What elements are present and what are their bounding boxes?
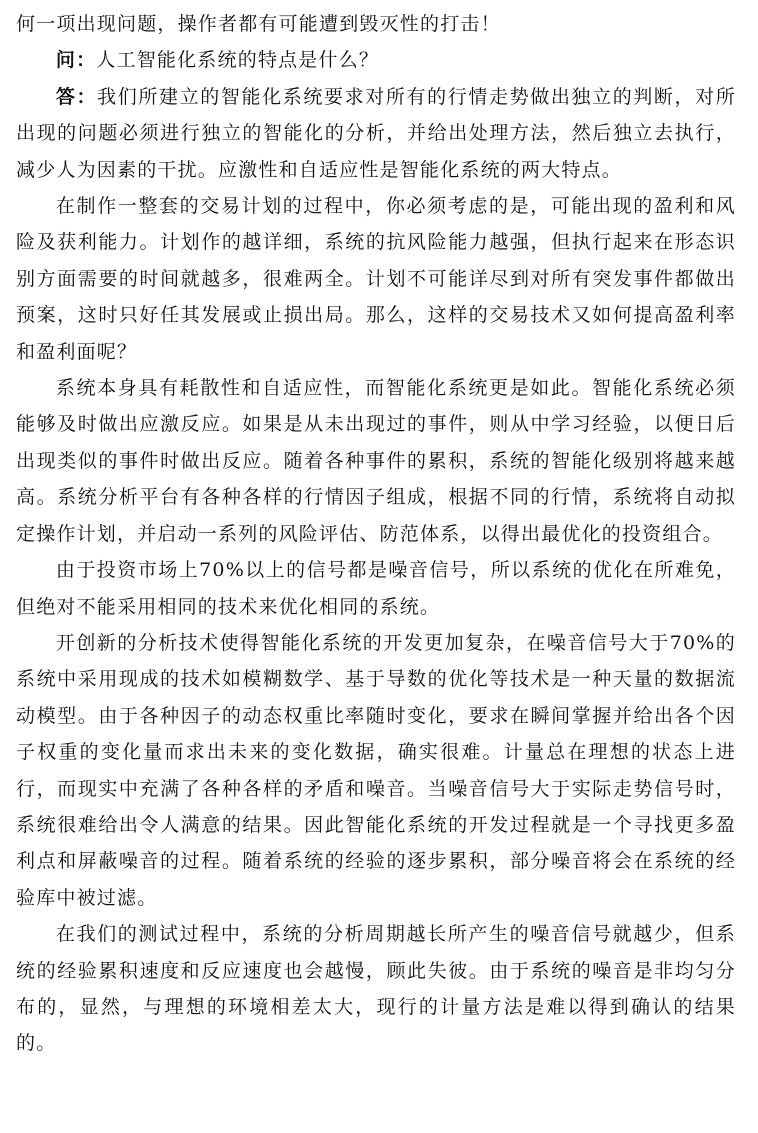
body-paragraph-system-adaptivity: 系统本身具有耗散性和自适应性，而智能化系统更是如此。智能化系统必须能够及时做出应激反应。如果是从未出现过的事件，则从中学习经验，以便日后出现类似的事件时做出反应。随着各种事件的累积，系统的智能化级别将越来越高。系统分析平台有各种各样的行情因子组成，根据不同的行情，系统将自动拟定操作计划，并启动一系列的风险评估、防范体系，以得出最优化的投资组合。 — [16, 377, 736, 545]
body-paragraph-analysis-technology: 开创新的分析技术使得智能化系统的开发更加复杂，在噪音信号大于70%的系统中采用现成的技术如模糊数学、基于导数的优化等技术是一种天量的数据流动模型。由于各种因子的动态权重比率随时变化，要求在瞬间掌握并给出各个因子权重的变化量而求出未来的变化数据，确实很难。计量总在理想的状态上进行，而现实中充满了各种各样的矛盾和噪音。当噪音信号大于实际走势信号时，系统很难给出令人满意的结果。因此智能化系统的开发过程就是一个寻找更多盈利点和屏蔽噪音的过程。随着系统的经验的逐步累积，部分噪音将会在系统的经验库中被过滤。 — [16, 631, 736, 909]
opening-line: 何一项出现问题，操作者都有可能遭到毁灭性的打击！ — [16, 13, 501, 35]
body-paragraph-trading-plan: 在制作一整套的交易计划的过程中，你必须考虑的是，可能出现的盈利和风险及获利能力。计划作的越详细，系统的抗风险能力越强，但执行起来在形态识别方面需要的时间就越多，很难两全。计划不可能详尽到对所有突发事件都做出预案，这时只好任其发展或止损出局。那么，这样的交易技术又如何提高盈利率和盈利面呢？ — [16, 195, 736, 363]
answer-paragraph — [16, 79, 736, 188]
question-label: 问： — [55, 49, 97, 72]
question-paragraph — [16, 42, 736, 78]
body-paragraph-noise-signals: 由于投资市场上70%以上的信号都是噪音信号，所以系统的优化在所难免，但绝对不能采用相同的技术来优化相同的系统。 — [16, 559, 736, 618]
answer-label: 答： — [55, 85, 98, 108]
body-paragraph-testing-process: 在我们的测试过程中，系统的分析周期越长所产生的噪音信号就越少，但系统的经验累积速度和反应速度也会越慢，顾此失彼。由于系统的噪音是非均匀分布的，显然，与理想的环境相差太大，现行的计量方法是难以得到确认的结果的。 — [16, 923, 736, 1055]
answer-text: 我们所建立的智能化系统要求对所有的行情走势做出独立的判断，对所出现的问题必须进行独立的智能化的分析，并给出处理方法，然后独立去执行，减少人为因素的干扰。应激性和自适应性是智能化系统的两大特点。 — [16, 85, 736, 181]
question-text: 人工智能化系统的特点是什么？ — [96, 49, 380, 72]
